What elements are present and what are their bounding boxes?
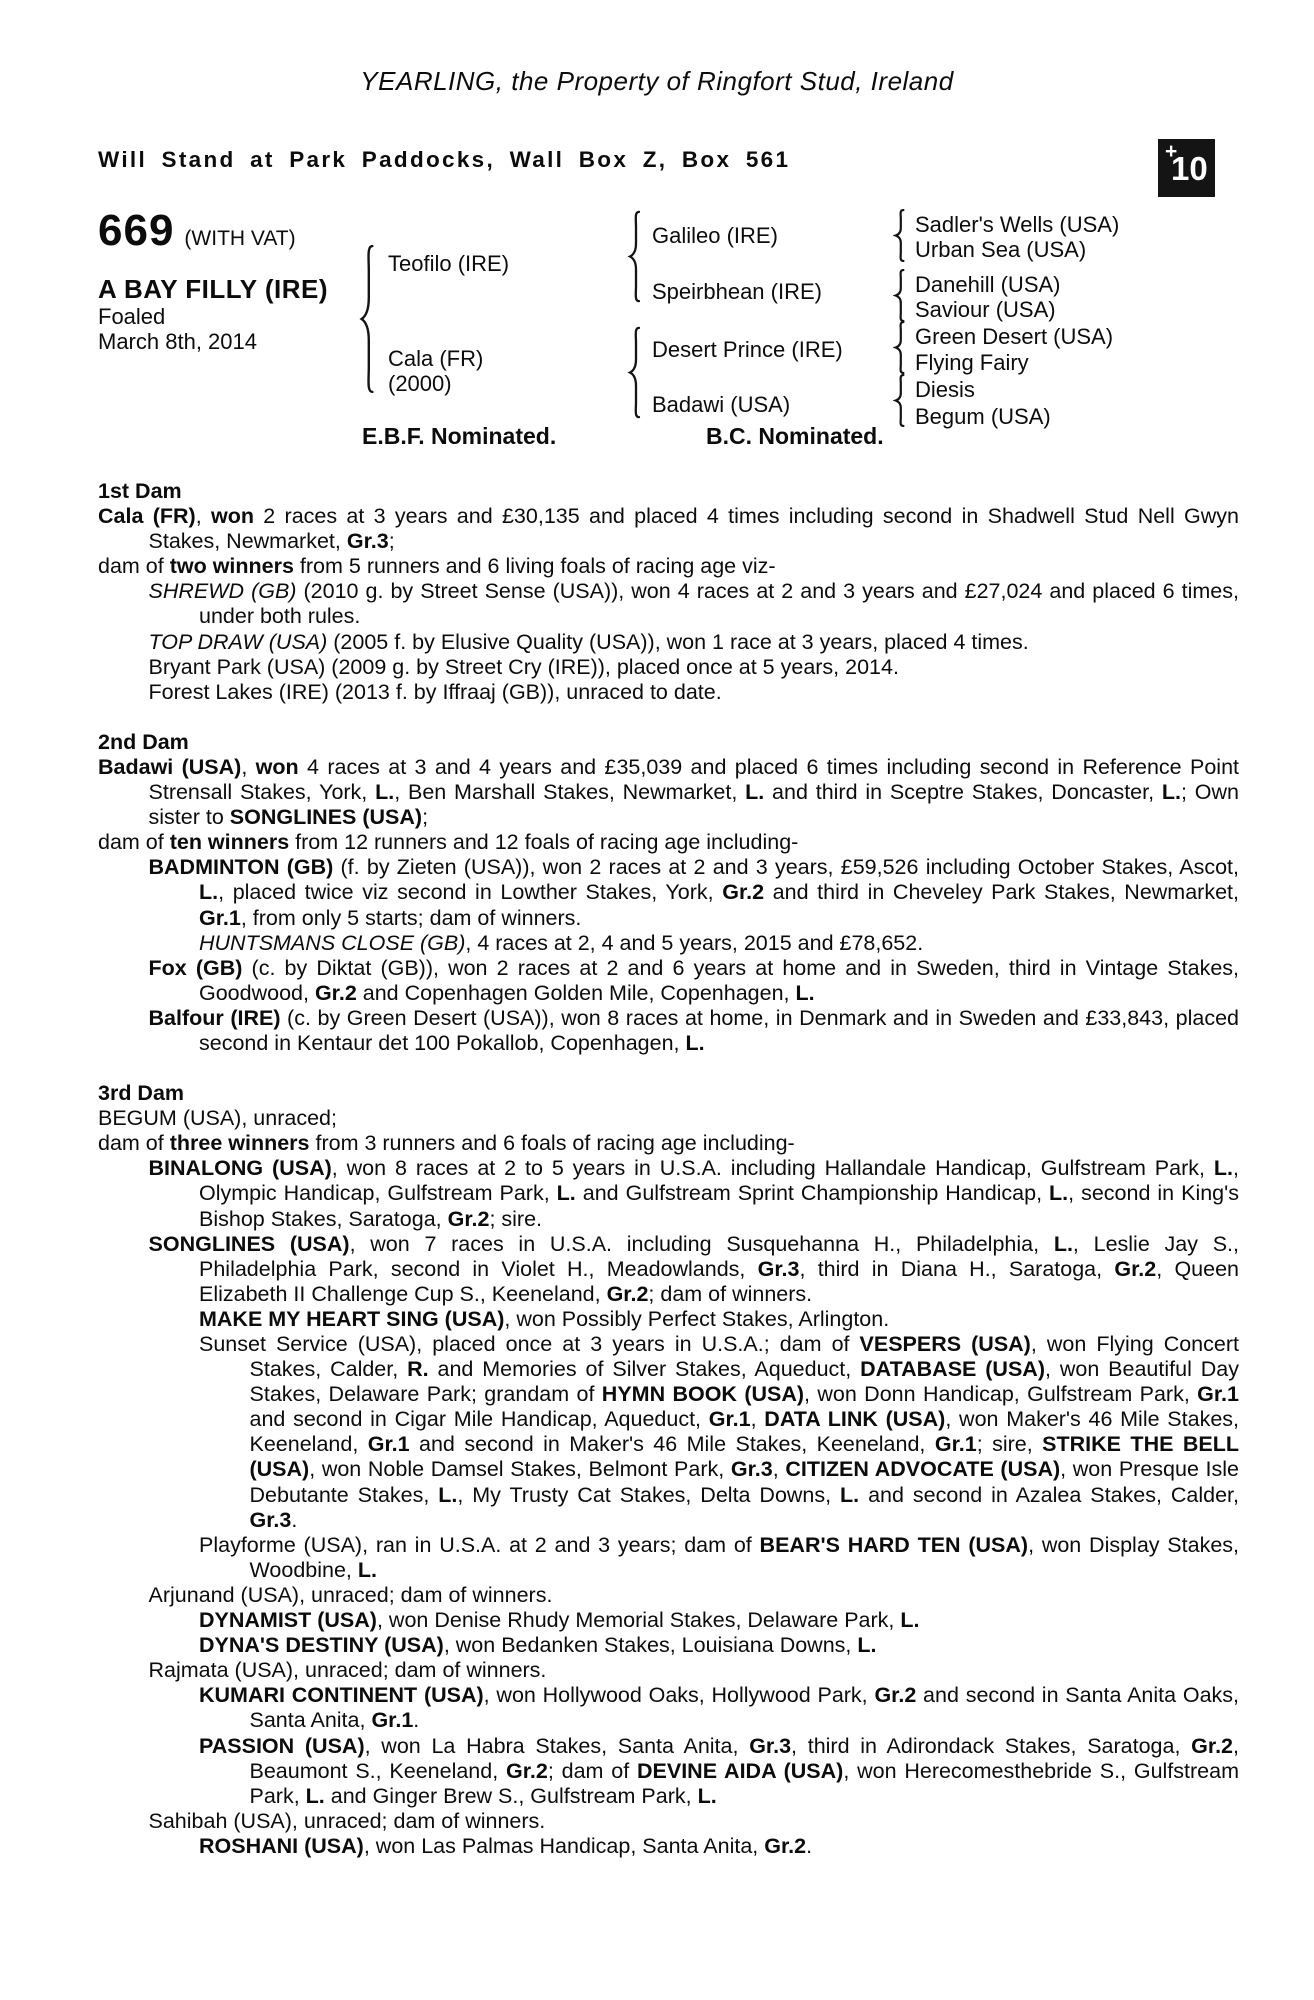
- pedigree-gen3-7: Diesis: [915, 377, 975, 402]
- plus10-badge: [1158, 139, 1215, 197]
- pedigree-paragraph: BADMINTON (GB) (f. by Zieten (USA)), won 2 races at 2 and 3 years, £59,526 including October Stakes, Ascot, L., placed twice viz second in Lowther Stakes, York, Gr.2 and third in Cheveley Park Stakes, Newmarket, Gr.1, from only 5 starts; dam of winners.: [148, 855, 1239, 930]
- pedigree-paragraph: dam of three winners from 3 runners and 6 foals of racing age including-: [98, 1131, 795, 1156]
- dam-section: [98, 479, 1239, 705]
- pedigree-paragraph: Forest Lakes (IRE) (2013 f. by Iffraaj (GB)), unraced to date.: [148, 679, 722, 704]
- badge-number: 10: [1171, 150, 1208, 187]
- pedigree-gen3-6: Flying Fairy: [915, 350, 1029, 375]
- pedigree-paragraph: DYNA'S DESTINY (USA), won Bedanken Stakes, Louisiana Downs, L.: [199, 1633, 877, 1658]
- pedigree-brace-dam: [627, 326, 642, 419]
- pedigree-paragraph: MAKE MY HEART SING (USA), won Possibly Perfect Stakes, Arlington.: [199, 1306, 890, 1331]
- pedigree-brace-gen1: [358, 243, 376, 395]
- pedigree-gen3-4: Saviour (USA): [915, 297, 1056, 322]
- pedigree-gen2-dam-sire: Desert Prince (IRE): [652, 337, 843, 362]
- pedigree-paragraph: Fox (GB) (c. by Diktat (GB)), won 2 races at 2 and 6 years at home and in Sweden, third in Vintage Stakes, Goodwood, Gr.2 and Copenhagen Golden Mile, Copenhagen, L.: [148, 955, 1239, 1005]
- pedigree-paragraph: Sunset Service (USA), placed once at 3 years in U.S.A.; dam of VESPERS (USA), won Flying Concert Stakes, Calder, R. and Memories of Silver Stakes, Aqueduct, DATABASE (USA), won Beautiful Day Stakes, Delaware Park; grandam of HYMN BOOK (USA), won Donn Handicap, Gulfstream Park, Gr.1 and second in Cigar Mile Handicap, Aqueduct, Gr.1, DATA LINK (USA), won Maker's 46 Mile Stakes, Keeneland, Gr.1 and second in Maker's 46 Mile Stakes, Keeneland, Gr.1; sire, STRIKE THE BELL (USA), won Noble Damsel Stakes, Belmont Park, Gr.3, CITIZEN ADVOCATE (USA), won Presque Isle Debutante Stakes, L., My Trusty Cat Stakes, Delta Downs, L. and second in Azalea Stakes, Calder, Gr.3.: [199, 1332, 1239, 1532]
- pedigree-gen3-2: Urban Sea (USA): [915, 237, 1087, 262]
- pedigree-paragraph: Badawi (USA), won 4 races at 3 and 4 years and £35,039 and placed 6 times including second in Reference Point Strensall Stakes, York, L., Ben Marshall Stakes, Newmarket, L. and third in Sceptre Stakes, Doncaster, L.; Own sister to SONGLINES (USA);: [98, 754, 1240, 830]
- pedigree-paragraph: Rajmata (USA), unraced; dam of winners.: [148, 1658, 547, 1683]
- pedigree-gen2-sire-dam: Speirbhean (IRE): [652, 279, 822, 304]
- pedigree-dam-name: Cala (FR): [388, 346, 484, 371]
- pedigree-brace-pair3: [893, 321, 906, 374]
- vat-note: (WITH VAT): [184, 227, 296, 250]
- pedigree-paragraph: Bryant Park (USA) (2009 g. by Street Cry (IRE)), placed once at 5 years, 2014.: [148, 654, 899, 679]
- dam-section: [98, 730, 1239, 1056]
- foaled-label: Foaled: [98, 304, 166, 329]
- pedigree-paragraph: Playforme (USA), ran in U.S.A. at 2 and 3 years; dam of BEAR'S HARD TEN (USA), won Display Stakes, Woodbine, L.: [199, 1532, 1240, 1582]
- lot-number: 669: [98, 206, 175, 255]
- foaled-date: March 8th, 2014: [98, 329, 257, 354]
- pedigree-paragraph: ROSHANI (USA), won Las Palmas Handicap, Santa Anita, Gr.2.: [199, 1833, 813, 1858]
- pedigree-paragraph: BEGUM (USA), unraced;: [98, 1106, 337, 1131]
- pedigree-paragraph: PASSION (USA), won La Habra Stakes, Santa Anita, Gr.3, third in Adirondack Stakes, Saratoga, Gr.2, Beaumont S., Keeneland, Gr.2; dam of DEVINE AIDA (USA), won Herecomesthebride S., Gulfstream Park, L. and Ginger Brew S., Gulfstream Park, L.: [199, 1733, 1239, 1808]
- lot-row: [98, 206, 296, 256]
- dam-heading: 2nd Dam: [98, 729, 189, 754]
- pedigree-brace-pair1: [893, 209, 906, 262]
- pedigree-gen2-dam-dam: Badawi (USA): [652, 392, 791, 417]
- pedigree-paragraph: HUNTSMANS CLOSE (GB), 4 races at 2, 4 and 5 years, 2015 and £78,652.: [199, 930, 924, 955]
- pedigree-paragraph: Cala (FR), won 2 races at 3 years and £30,135 and placed 4 times including second in Shadwell Stud Nell Gwyn Stakes, Newmarket, Gr.3;: [98, 504, 1239, 554]
- pedigree-paragraph: Arjunand (USA), unraced; dam of winners.: [148, 1582, 553, 1607]
- pedigree-paragraph: DYNAMIST (USA), won Denise Rhudy Memorial Stakes, Delaware Park, L.: [199, 1608, 920, 1633]
- pedigree-gen2-sire-sire: Galileo (IRE): [652, 223, 778, 248]
- dam-heading: 3rd Dam: [98, 1081, 185, 1106]
- pedigree-paragraph: dam of ten winners from 12 runners and 12 foals of racing age including-: [98, 830, 799, 855]
- stand-location: Will Stand at Park Paddocks, Wall Box Z, Box 561: [98, 147, 791, 172]
- dam-section: [98, 1081, 1239, 1859]
- page-title: YEARLING, the Property of Ringfort Stud, Ireland: [360, 66, 954, 96]
- pedigree-paragraph: KUMARI CONTINENT (USA), won Hollywood Oaks, Hollywood Park, Gr.2 and second in Santa Anita Oaks, Santa Anita, Gr.1.: [199, 1683, 1240, 1733]
- pedigree-paragraph: BINALONG (USA), won 8 races at 2 to 5 years in U.S.A. including Hallandale Handicap, Gulfstream Park, L., Olympic Handicap, Gulfstream Park, L. and Gulfstream Sprint Championship Handicap, L., second in King's Bishop Stakes, Saratoga, Gr.2; sire.: [148, 1156, 1239, 1231]
- pedigree-paragraph: TOP DRAW (USA) (2005 f. by Elusive Quality (USA)), won 1 race at 3 years, placed 4 times.: [148, 629, 1029, 654]
- ebf-nominated: E.B.F. Nominated.: [362, 423, 557, 449]
- horse-description: A BAY FILLY (IRE): [98, 274, 329, 304]
- produce-sections: [98, 479, 1239, 1884]
- pedigree-paragraph: Sahibah (USA), unraced; dam of winners.: [148, 1808, 546, 1833]
- bc-nominated: B.C. Nominated.: [706, 423, 884, 449]
- dam-heading: 1st Dam: [98, 479, 182, 503]
- pedigree-gen3-1: Sadler's Wells (USA): [915, 212, 1120, 237]
- pedigree-brace-sire: [627, 210, 642, 303]
- pedigree-brace-pair2: [893, 269, 906, 322]
- pedigree-sire-name: Teofilo (IRE): [388, 251, 510, 276]
- pedigree-gen3-8: Begum (USA): [915, 404, 1051, 429]
- pedigree-paragraph: SHREWD (GB) (2010 g. by Street Sense (USA)), won 4 races at 2 and 3 years and £27,024 and placed 6 times, under both rules.: [148, 579, 1239, 629]
- pedigree-paragraph: SONGLINES (USA), won 7 races in U.S.A. including Susquehanna H., Philadelphia, L., Leslie Jay S., Philadelphia Park, second in Violet H., Meadowlands, Gr.3, third in Diana H., Saratoga, Gr.2, Queen Elizabeth II Challenge Cup S., Keeneland, Gr.2; dam of winners.: [148, 1231, 1239, 1306]
- pedigree-gen3-3: Danehill (USA): [915, 272, 1061, 297]
- pedigree-gen3-5: Green Desert (USA): [915, 324, 1114, 349]
- plus-icon: +: [1165, 140, 1178, 163]
- pedigree-paragraph: Balfour (IRE) (c. by Green Desert (USA)), won 8 races at home, in Denmark and in Sweden and £33,843, placed second in Kentaur det 100 Pokallob, Copenhagen, L.: [148, 1005, 1239, 1055]
- pedigree-paragraph: dam of two winners from 5 runners and 6 living foals of racing age viz-: [98, 554, 776, 579]
- pedigree-brace-pair4: [893, 374, 906, 427]
- pedigree-dam-year: (2000): [388, 371, 452, 396]
